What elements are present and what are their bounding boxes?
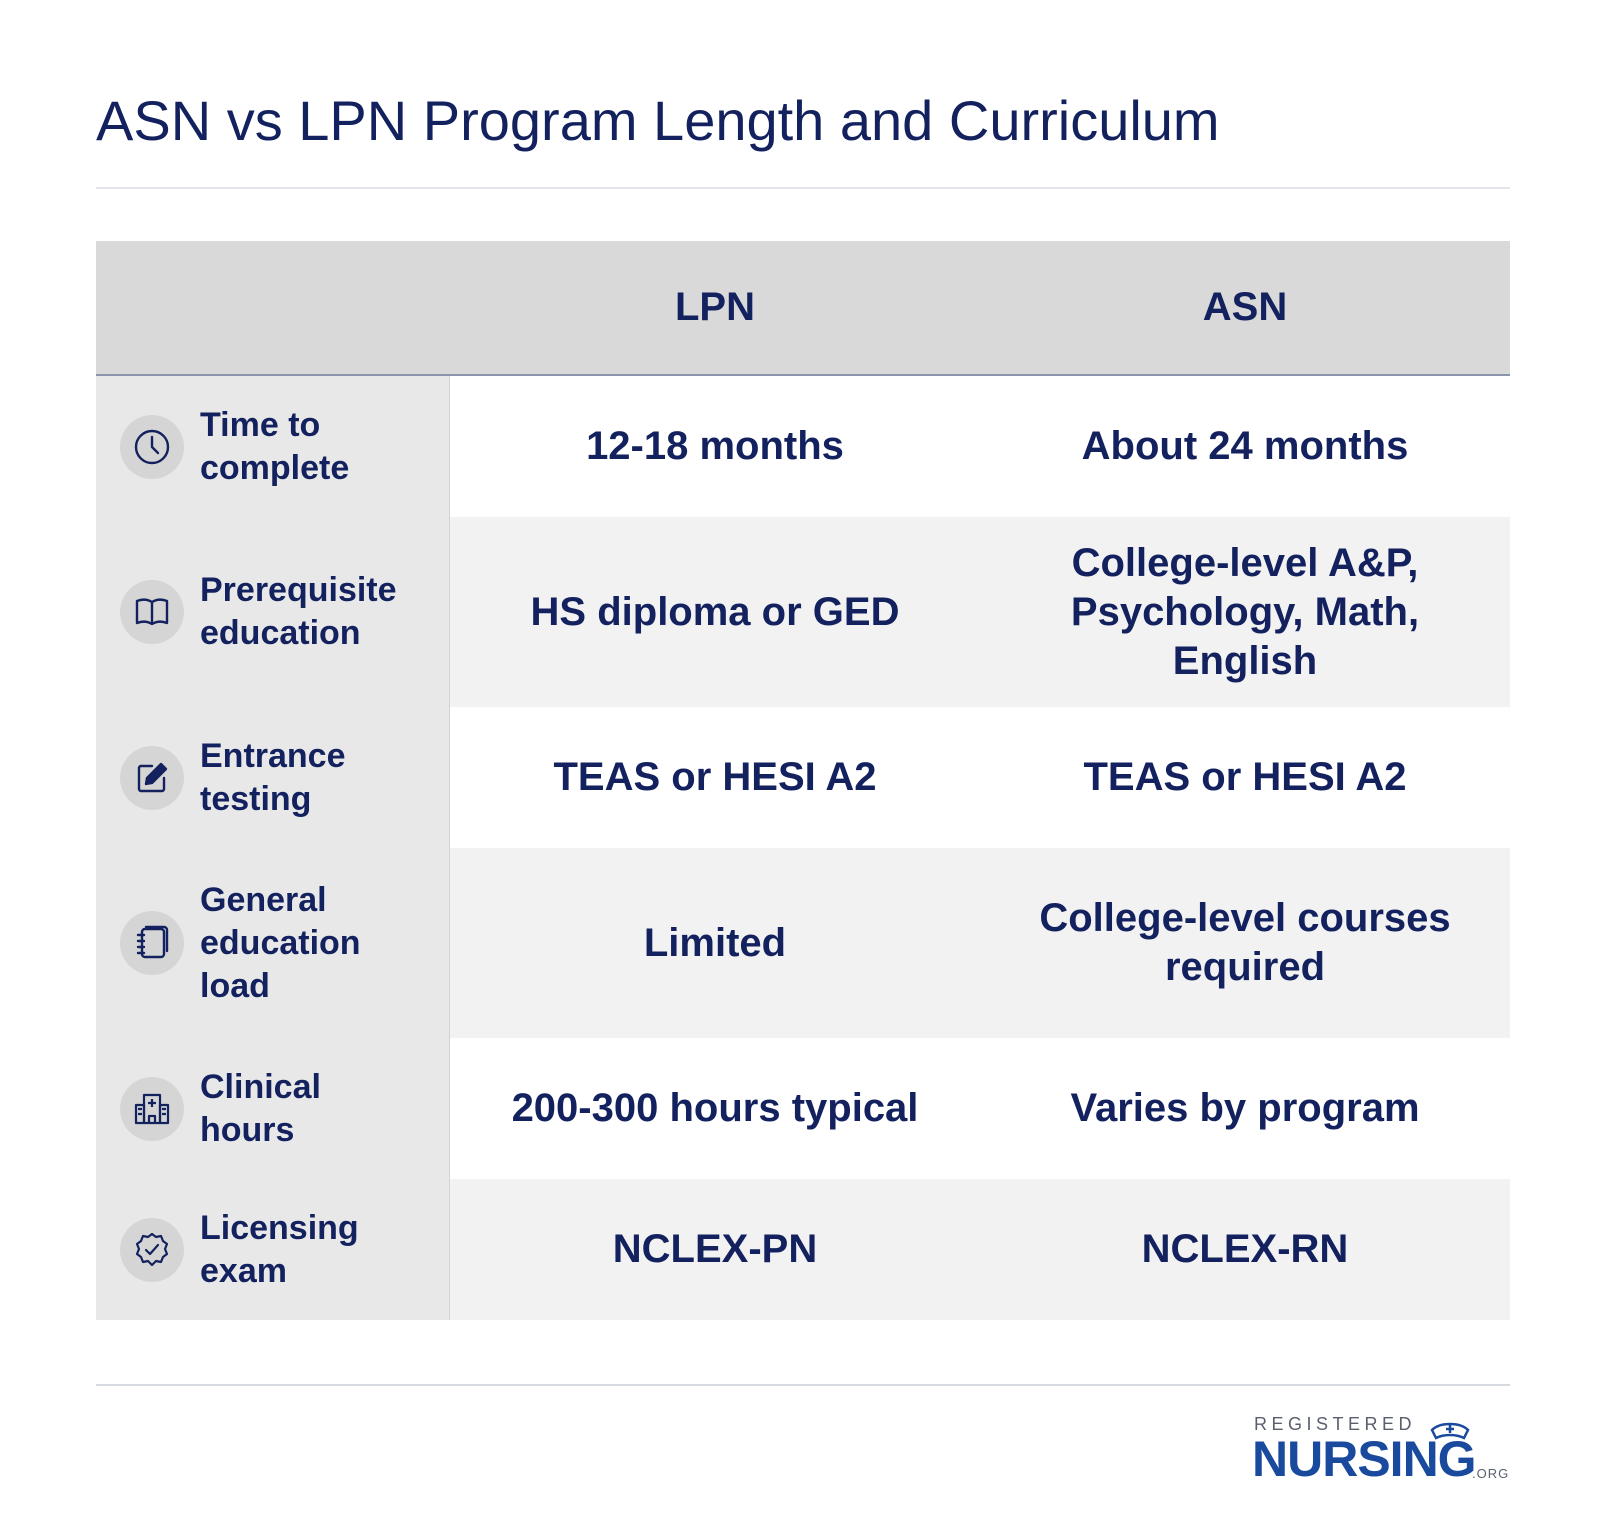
- lpn-cell: NCLEX-PN: [450, 1179, 980, 1320]
- asn-cell: About 24 months: [980, 376, 1510, 517]
- asn-cell: College-level courses required: [980, 848, 1510, 1038]
- hospital-icon: [120, 1077, 184, 1141]
- notebook-icon: [120, 911, 184, 975]
- page-title: ASN vs LPN Program Length and Curriculum: [96, 89, 1220, 152]
- row-label-text: General education load: [200, 880, 361, 1005]
- row-label: [96, 517, 450, 707]
- pencil-square-icon: [120, 746, 184, 810]
- logo-main-text: NURSING: [1252, 1431, 1476, 1487]
- registered-nursing-logo: [1254, 1414, 1510, 1494]
- row-label-text: Time to complete: [200, 405, 350, 487]
- header-asn: ASN: [1202, 285, 1288, 329]
- footer-divider: [96, 1384, 1510, 1386]
- asn-cell: College-level A&P, Psychology, Math, English: [980, 517, 1510, 707]
- comparison-table: [96, 241, 1510, 1320]
- row-label-text: Prerequisite education: [200, 571, 397, 652]
- lpn-cell: 200-300 hours typical: [450, 1038, 980, 1179]
- header-stub: [96, 241, 450, 374]
- lpn-cell: TEAS or HESI A2: [450, 707, 980, 848]
- table-row: [96, 848, 1510, 1038]
- table-row: [96, 376, 1510, 517]
- clock-icon: [120, 415, 184, 479]
- table-row: [96, 1038, 1510, 1179]
- badge-check-icon: [120, 1218, 184, 1282]
- row-label: [96, 707, 450, 848]
- table-header-row: [96, 241, 1510, 376]
- table-row: [96, 517, 1510, 707]
- logo-top-text: REGISTERED: [1254, 1414, 1417, 1434]
- table-row: [96, 707, 1510, 848]
- asn-cell: NCLEX-RN: [980, 1179, 1510, 1320]
- header-lpn: LPN: [675, 285, 755, 329]
- asn-cell: Varies by program: [980, 1038, 1510, 1179]
- row-label-text: Clinical hours: [200, 1067, 321, 1149]
- lpn-cell: 12-18 months: [450, 376, 980, 517]
- lpn-cell: HS diploma or GED: [450, 517, 980, 707]
- book-icon: [120, 580, 184, 644]
- table-row: [96, 1179, 1510, 1320]
- row-label-text: Entrance testing: [200, 736, 346, 818]
- row-label: [96, 1038, 450, 1179]
- logo-suffix-text: .ORG: [1472, 1466, 1510, 1481]
- row-label: [96, 1179, 450, 1320]
- row-label: [96, 376, 450, 517]
- asn-cell: TEAS or HESI A2: [980, 707, 1510, 848]
- lpn-cell: Limited: [450, 848, 980, 1038]
- title-divider: [96, 187, 1510, 189]
- row-label-text: Licensing exam: [200, 1208, 359, 1290]
- row-label: [96, 848, 450, 1038]
